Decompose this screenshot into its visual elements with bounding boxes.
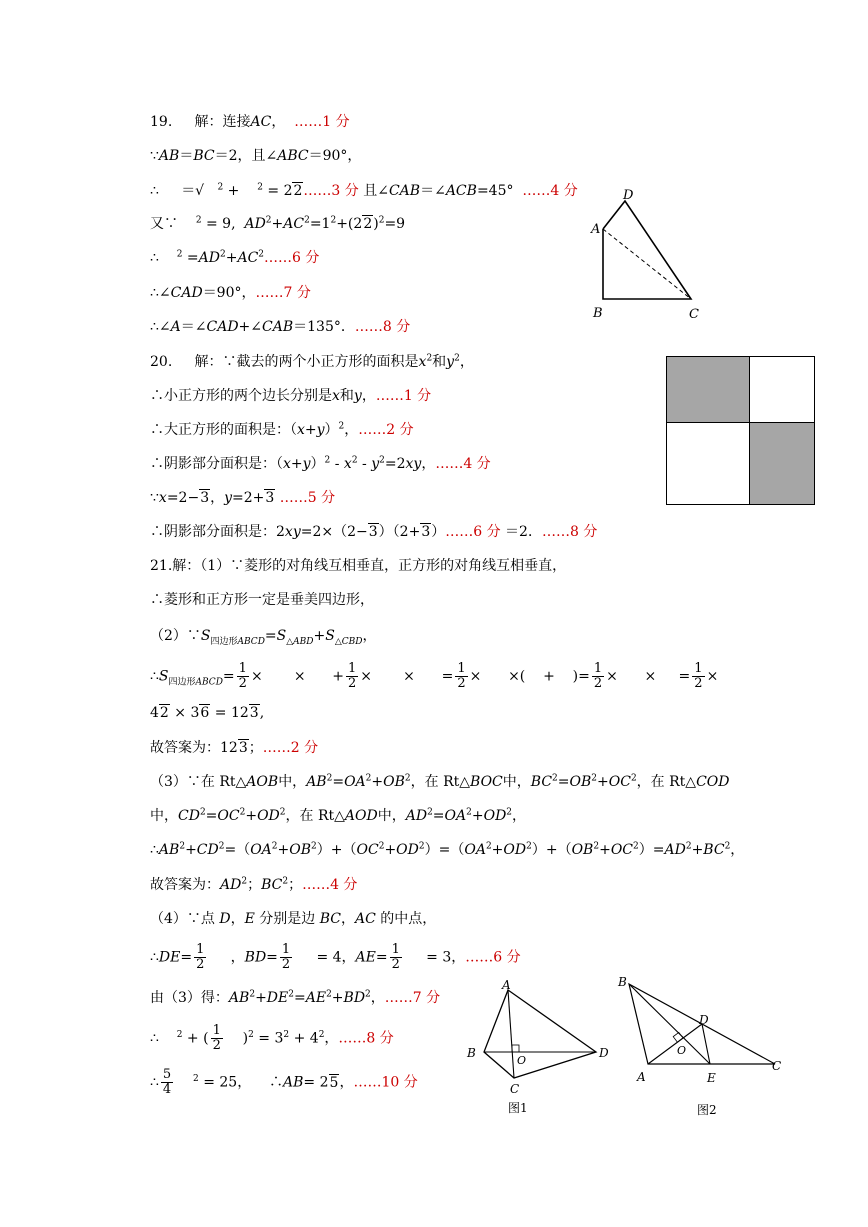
label-c: C xyxy=(772,1059,782,1073)
fraction-half: $\frac{1}{2}$ xyxy=(391,942,400,972)
label-c: C xyxy=(689,307,699,322)
q21-line8: 中，$CD^2=OC^2+OD^2$，在 Rt△AOD中，$AD^2=OA^2+OD^2$， xyxy=(150,807,527,824)
right-angle-mark xyxy=(673,1032,683,1042)
label-a: A xyxy=(502,978,511,992)
q20-line1: 20. 解：∵截去的两个小正方形的面积是$x^2$和$y^2$， xyxy=(150,353,474,370)
q21-line3: $(2)\because S_{四边形ABCD}=S_{\triangle ABD}+S_{\triangle CBD}$， xyxy=(150,628,377,647)
fraction-half: $\frac{1}{2}$ xyxy=(348,661,357,691)
q21-line11: （4）∵点 D，E 分别是边 BC，AC 的中点， xyxy=(150,911,437,927)
diagonal-ac xyxy=(508,990,514,1078)
q21-figure-1 xyxy=(462,978,612,1118)
q21-line13: 由（3）得：$AB^2+DE^2=AE^2+BD^2$，……7 分 xyxy=(150,989,441,1006)
q19-line3: ∴ ＝√ $^2$ + $^2$ = 22……3 分 且∠CAB＝∠ACB=45° ……4 分 xyxy=(150,182,578,199)
q21-line7: （3）∵在 Rt△AOB中，$AB^2=OA^2+OB^2$，在 Rt△BOC中，$BC^2=OB^2+OC^2$，在 Rt△COD xyxy=(150,773,730,790)
score-mark: ……1 分 xyxy=(294,114,350,130)
label-d: D xyxy=(699,1013,709,1027)
q19-line1: 19. 解：连接AC， ……1 分 xyxy=(150,114,350,130)
figure-caption: 图2 xyxy=(697,1103,717,1117)
small-square-top-right xyxy=(750,357,815,423)
q19-line5: ∴ $^2 =AD^2+AC^2\dots\dots 6$ 分 xyxy=(150,249,320,266)
label-o: O xyxy=(677,1044,687,1057)
q21-line10: 故答案为：$AD^2$；$BC^2$；……4 分 xyxy=(150,876,358,893)
fraction-half: $\frac{1}{2}$ xyxy=(212,1023,221,1053)
label-b: B xyxy=(467,1046,476,1060)
fraction-half: $\frac{1}{2}$ xyxy=(694,661,703,691)
q20-square-figure xyxy=(666,356,816,506)
q21-line15: ∴ $\frac{5}{4}$ $^2$ = 25， ∴AB= 25，……10 分 xyxy=(150,1067,418,1097)
q21-line9: $\therefore AB^2+CD^2=(OA^2+OB^2)+(OC^2+OD^2)=(OA^2+OD^2)+(OB^2+OC^2)=AD^2+BC^2$， xyxy=(150,841,745,858)
q20-line4: ∴阴影部分面积是：$(x+y)^2 - x^2 - y^2=2xy$，……4 分 xyxy=(150,455,491,472)
q21-line14: ∴ $^2$ + ( $\frac{1}{2}$ )$^2 = 3^2 + 4^2$，……8 分 xyxy=(150,1023,394,1053)
label-c: C xyxy=(510,1082,520,1096)
fraction-half: $\frac{1}{2}$ xyxy=(196,942,205,972)
fraction-half: $\frac{1}{2}$ xyxy=(238,661,247,691)
label-a: A xyxy=(637,1070,646,1084)
fraction-five-fourths: $\frac{5}{4}$ xyxy=(162,1067,172,1097)
q20-line3: ∴大正方形的面积是：$(x+y)^2$，……2 分 xyxy=(150,421,414,438)
shaded-square-top-left xyxy=(667,357,750,423)
q20-line2: ∴小正方形的两个边长分别是x和y，……1 分 xyxy=(150,388,432,404)
q21-line6: 故答案为：123；……2 分 xyxy=(150,740,319,756)
q20-line5: ∵x=2−3，y=2+3 ……5 分 xyxy=(150,490,336,506)
label-b: B xyxy=(593,306,603,321)
label-o: O xyxy=(517,1054,527,1067)
fraction-half: $\frac{1}{2}$ xyxy=(281,942,291,972)
figure-caption: 图1 xyxy=(508,1101,528,1115)
q20-line6: ∴阴影部分面积是：2xy=2×（2−3）（2+3）……6 分 ＝2．……8 分 xyxy=(150,524,598,540)
q21-line5: 42 × 36 = 123, xyxy=(150,705,265,721)
q19-line6: ∴∠CAD＝90°，……7 分 xyxy=(150,285,311,301)
q21-figure-2 xyxy=(615,972,790,1118)
fraction-half: $\frac{1}{2}$ xyxy=(457,661,466,691)
quad-outline xyxy=(603,201,691,299)
q21-line4: $\therefore S_{四边形ABCD}=$ $\frac{1}{2}$ × × + $\frac{1}{2}$ × × = $\frac{1}{2}$ × ×( + )= $\frac{1}{2}$ × × = $\frac{1}{2}$ × xyxy=(150,661,719,691)
segment-be xyxy=(629,984,710,1064)
q19-line4: 又∵ $^2$ = 9, $AD^2+AC^2=1^2+(22)^2=9$ xyxy=(150,215,406,232)
q21-line2: ∴菱形和正方形一定是垂美四边形， xyxy=(150,592,374,608)
q19-figure xyxy=(585,185,705,325)
quad-abcd xyxy=(484,990,596,1078)
shaded-square-bottom-right xyxy=(750,423,815,505)
label-d: D xyxy=(599,1046,609,1060)
label-a: A xyxy=(591,222,601,237)
q21-line12: ∴DE= $\frac{1}{2}$ ，BD= $\frac{1}{2}$ = 4，AE= $\frac{1}{2}$ = 3，……6 分 xyxy=(150,942,521,972)
right-angle-mark xyxy=(512,1045,519,1052)
diagonal-ac xyxy=(603,229,691,299)
q19-line2: ∵AB＝BC＝2，且∠ABC＝90°， xyxy=(150,148,362,164)
q19-line7: ∴∠A＝∠CAD+∠CAB＝135°．……8 分 xyxy=(150,319,411,335)
fraction-half: $\frac{1}{2}$ xyxy=(593,661,603,691)
label-b: B xyxy=(618,975,627,989)
label-d: D xyxy=(623,188,634,203)
q21-line1: 21.解：（1）∵菱形的对角线互相垂直，正方形的对角线互相垂直， xyxy=(150,558,567,574)
label-e: E xyxy=(707,1071,716,1085)
